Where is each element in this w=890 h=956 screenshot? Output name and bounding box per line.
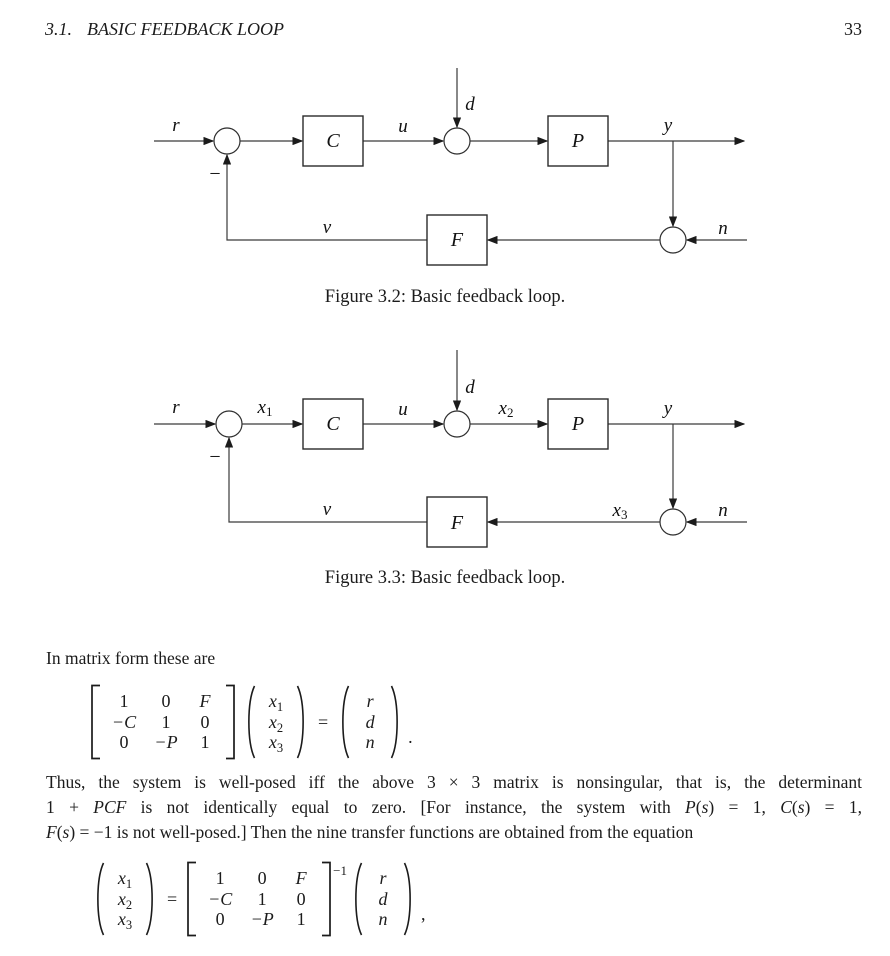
intro-text: In matrix form these are	[46, 648, 216, 668]
signal-label-n: n	[718, 500, 728, 521]
signal-label-u: u	[398, 116, 408, 137]
matrix-cell: 0	[257, 868, 267, 889]
vector-entry: n	[365, 732, 375, 753]
summing-junction-error	[216, 411, 242, 437]
right-paren	[390, 684, 403, 760]
vector-entry: $x_1$	[117, 868, 133, 892]
vector-entry: $x_2$	[268, 711, 284, 735]
matrix-equation-1	[90, 683, 413, 761]
controller-label: C	[326, 413, 340, 435]
fig33-wiring	[154, 350, 747, 522]
vector-entry: d	[365, 711, 375, 732]
matrix-cell: 1	[161, 711, 171, 732]
vector-entry: $x_3$	[117, 909, 133, 933]
figure-3-3-diagram	[154, 350, 747, 547]
signal-label-r: r	[172, 397, 180, 418]
matrix-cell: 0	[296, 888, 306, 909]
inverse-exponent: −1	[333, 863, 347, 878]
vector-entry: r	[379, 868, 387, 889]
summing-junction-disturbance	[444, 128, 470, 154]
figure-3-2-diagram	[154, 68, 747, 265]
matrix-cell: 1	[119, 691, 129, 712]
figure-3-2-caption: Figure 3.2: Basic feedback loop.	[324, 287, 566, 307]
matrix-cell: 1	[257, 888, 267, 909]
signal-label-u: u	[398, 399, 408, 420]
matrix-cell: −P	[154, 732, 178, 753]
plant-label: P	[571, 413, 585, 435]
state-vector	[105, 868, 145, 933]
matrix-cell: −C	[111, 711, 137, 732]
left-bracket	[90, 684, 101, 760]
summing-junction-disturbance	[444, 411, 470, 437]
minus-sign: −	[209, 446, 221, 468]
equals-sign: =	[167, 888, 178, 909]
matrix-cell: 0	[215, 909, 225, 930]
signal-label-y: y	[663, 398, 673, 419]
vector-entry: $x_2$	[117, 888, 133, 912]
section-title: BASIC FEEDBACK LOOP	[87, 19, 284, 39]
vector-entry: n	[378, 909, 388, 930]
sensor-label: F	[450, 229, 464, 251]
vector-entry: $x_3$	[268, 732, 284, 756]
left-paren	[243, 684, 256, 760]
right-paren	[403, 861, 416, 937]
right-paren	[145, 861, 158, 937]
body-paragraph	[46, 770, 862, 845]
matrix-cell: −C	[208, 888, 233, 909]
end-punctuation: ,	[421, 903, 426, 924]
matrix-cell: 0	[119, 732, 129, 753]
right-paren	[296, 684, 309, 760]
signal-label-y: y	[663, 115, 673, 136]
input-vector	[363, 868, 403, 930]
vector-entry: r	[366, 691, 374, 712]
left-paren	[92, 861, 105, 937]
matrix-cell: F	[295, 868, 307, 889]
signal-label-v: v	[322, 217, 332, 238]
page-number: 33	[844, 19, 862, 39]
left-paren	[350, 861, 363, 937]
left-bracket	[186, 861, 197, 937]
input-vector	[350, 691, 390, 753]
end-punctuation: .	[408, 726, 413, 747]
coefficient-matrix	[197, 868, 321, 930]
state-vector	[256, 691, 296, 756]
state-label-x1: x1	[257, 397, 273, 419]
summing-junction-noise	[660, 509, 686, 535]
summing-junction-error	[214, 128, 240, 154]
state-label-x2: x2	[498, 398, 514, 420]
matrix-cell: F	[199, 691, 211, 712]
sensor-label: F	[450, 512, 464, 534]
minus-sign: −	[209, 163, 221, 185]
section-number: 3.1.	[45, 19, 72, 39]
paragraph-line: 1 + PCF is not identically equal to zero. [For instance, the system with P(s) = 1, C(s) = 1,	[46, 797, 862, 817]
paragraph-line: F(s) = −1 is not well-posed.] Then the nine transfer functions are obtained from the equation	[46, 822, 694, 842]
matrix-cell: 0	[200, 711, 210, 732]
right-bracket	[321, 861, 332, 937]
left-paren	[337, 684, 350, 760]
matrix-cell: 1	[200, 732, 210, 753]
figure-3-3-caption: Figure 3.3: Basic feedback loop.	[324, 568, 566, 588]
summing-junction-noise	[660, 227, 686, 253]
matrix-cell: 0	[161, 691, 171, 712]
matrix-cell: 1	[215, 868, 225, 889]
matrix-equation-2	[92, 860, 426, 938]
coefficient-matrix	[101, 691, 225, 753]
paragraph-line: Thus, the system is well-posed iff the above 3 × 3 matrix is nonsingular, that is, the determinant	[46, 772, 862, 792]
state-label-x3: x3	[612, 500, 628, 522]
signal-label-r: r	[172, 115, 180, 136]
right-bracket	[225, 684, 236, 760]
controller-label: C	[326, 130, 340, 152]
signal-label-d: d	[465, 377, 475, 398]
signal-label-d: d	[465, 94, 475, 115]
fig32-wiring	[154, 68, 747, 240]
matrix-cell: 1	[296, 909, 306, 930]
signal-label-v: v	[322, 499, 332, 520]
equals-sign: =	[318, 711, 329, 732]
signal-label-n: n	[718, 218, 728, 239]
matrix-cell: −P	[250, 909, 274, 930]
vector-entry: d	[378, 888, 388, 909]
plant-label: P	[571, 130, 585, 152]
vector-entry: $x_1$	[268, 691, 284, 715]
